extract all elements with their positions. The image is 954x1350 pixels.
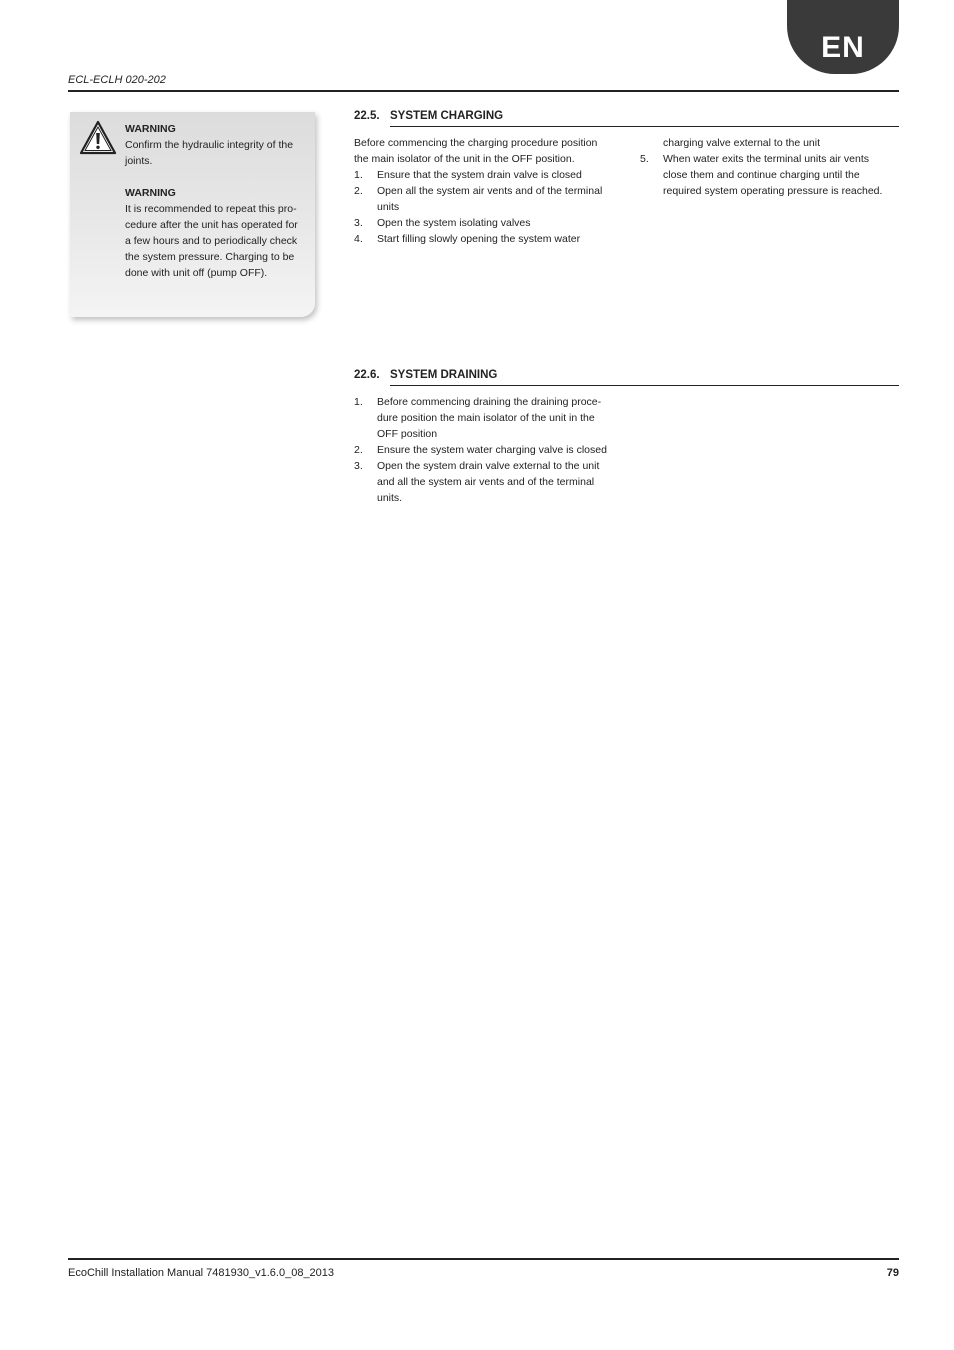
draining-column [354, 394, 609, 506]
heading-rule [390, 126, 899, 127]
warning-title: WARNING [125, 123, 176, 135]
list-item: 2. Open all the system air vents and of the terminal units [354, 185, 603, 213]
section-title: SYSTEM DRAINING [390, 369, 498, 381]
charging-steps [354, 167, 609, 247]
warning-text: It is recommended to repeat this pro-cedure after the unit has operated for a few hours and to periodically check the system pressure. Charging to be done with unit off (pump OFF). [125, 203, 298, 279]
section-title: SYSTEM CHARGING [390, 110, 504, 122]
section-heading-system-draining [354, 367, 899, 383]
list-item: charging valve external to the unit [663, 137, 821, 149]
draining-steps [354, 394, 609, 506]
list-item: 1. Ensure that the system drain valve is closed [354, 169, 582, 181]
list-item: 4. Start filling slowly opening the system water [354, 233, 581, 245]
list-item: 2. Ensure the system water charging valve is closed [354, 444, 607, 456]
warning-triangle-icon [79, 120, 117, 156]
charging-column-left [354, 135, 609, 247]
footer-rule [68, 1258, 899, 1260]
warning-title: WARNING [125, 187, 176, 199]
list-item: 1. Before commencing draining the draining proce-dure position the main isolator of the unit in the OFF position [354, 396, 602, 440]
header-rule [68, 90, 899, 92]
language-tab: EN [787, 0, 899, 74]
list-item: 3. Open the system isolating valves [354, 217, 531, 229]
charging-column-right [640, 135, 890, 199]
list-item: 3. Open the system drain valve external to the unit and all the system air vents and of the terminal units. [354, 460, 600, 504]
footer-manual-title: EcoChill Installation Manual 7481930_v1.6.0_08_2013 [68, 1267, 335, 1279]
charging-intro: Before commencing the charging procedure position the main isolator of the unit in the OFF position. [354, 137, 598, 165]
warning-text: Confirm the hydraulic integrity of the joints. [125, 139, 294, 167]
section-heading-system-charging [354, 108, 899, 124]
charging-steps-continued [640, 135, 890, 199]
document-id: ECL-ECLH 020-202 [68, 74, 166, 86]
section-number: 22.6. [354, 369, 380, 381]
warning-box [70, 112, 315, 317]
list-item: 5. When water exits the terminal units air vents close them and continue charging until the required system operating pressure is reached. [640, 153, 883, 197]
heading-rule [390, 385, 899, 386]
section-number: 22.5. [354, 110, 380, 122]
page-number: 79 [886, 1267, 899, 1279]
